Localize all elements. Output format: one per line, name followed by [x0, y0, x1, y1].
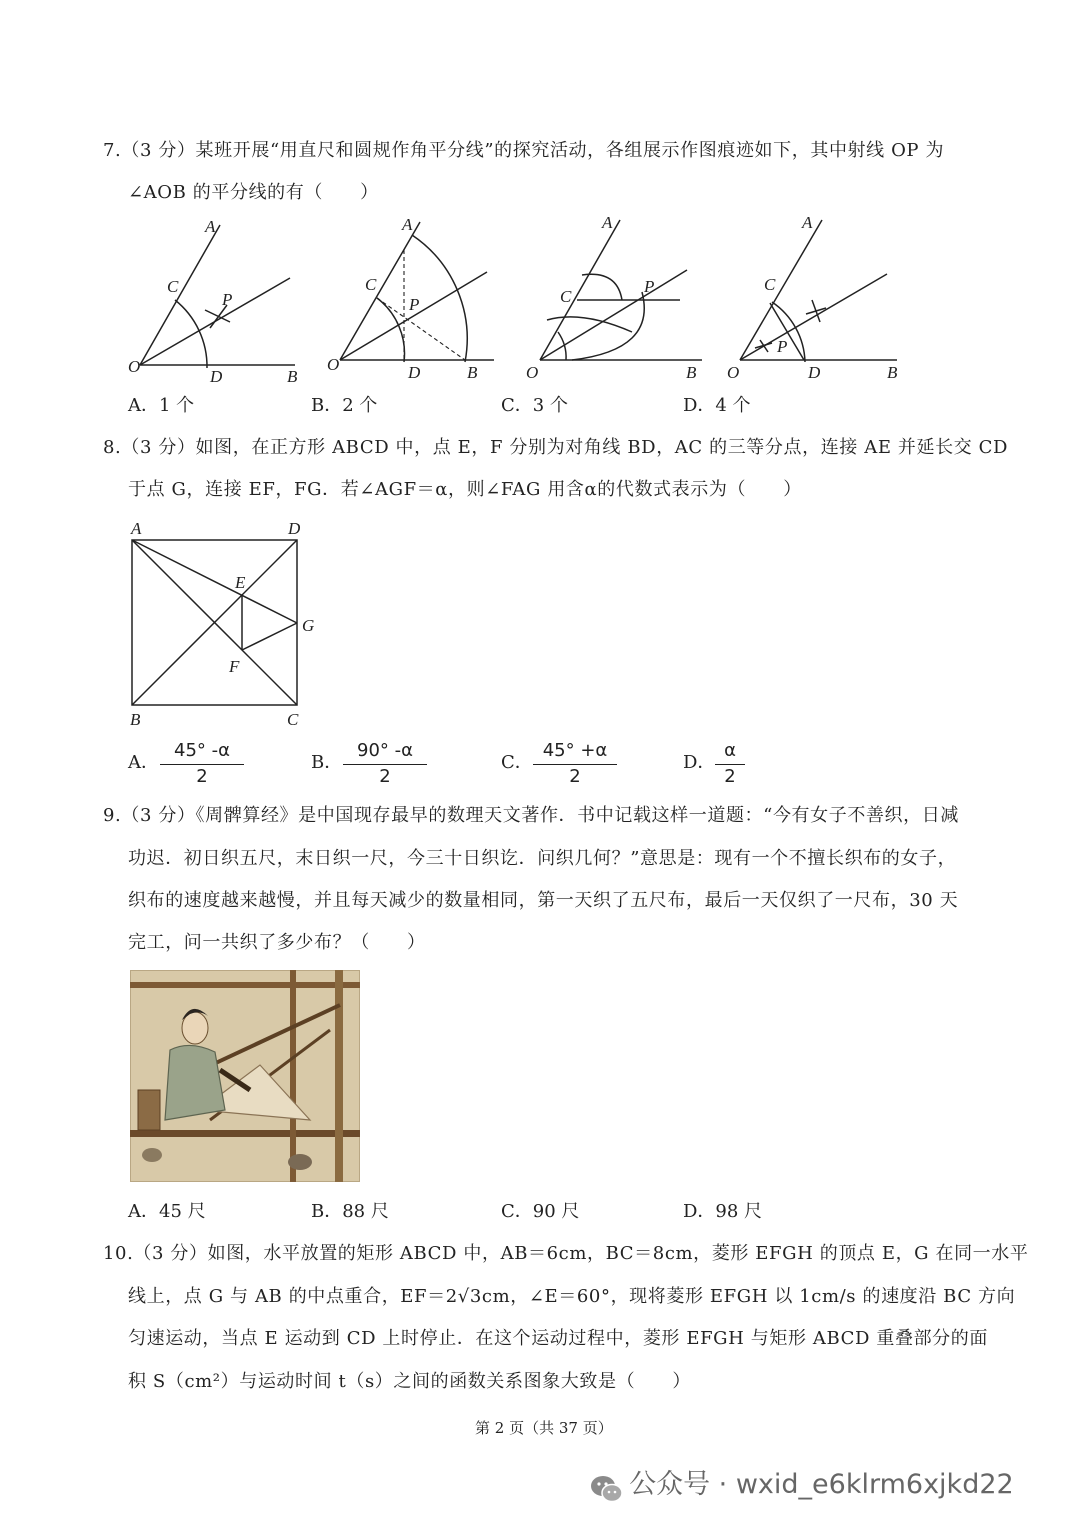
numerator: 90° -α: [343, 738, 427, 765]
numerator: 45° -α: [160, 738, 244, 765]
q9-option-c[interactable]: C．90 尺: [501, 1201, 580, 1222]
q7-option-b[interactable]: B．2 个: [311, 395, 378, 416]
label-A: A: [205, 217, 216, 236]
q9-option-b[interactable]: B．88 尺: [311, 1201, 389, 1222]
label-D: D: [408, 363, 421, 382]
q8-text-line1: 8.（3 分）如图，在正方形 ABCD 中，点 E，F 分别为对角线 BD，AC 的三等分点，连接 AE 并延长交 CD: [103, 437, 1009, 458]
q8-option-b-letter[interactable]: B．: [311, 752, 343, 773]
label-D: D: [210, 367, 223, 386]
denominator: 2: [569, 766, 581, 787]
label-A: A: [602, 213, 613, 232]
label-P: P: [777, 337, 788, 356]
q7-option-d[interactable]: D．4 个: [683, 395, 751, 416]
denominator: 2: [724, 766, 736, 787]
q10-text-line1: 10.（3 分）如图，水平放置的矩形 ABCD 中，AB＝6cm，BC＝8cm，菱形 EFGH 的顶点 E，G 在同一水平: [103, 1243, 1029, 1264]
label-C: C: [764, 275, 776, 294]
q7-text-line2: ∠AOB 的平分线的有（ ）: [128, 182, 379, 203]
wechat-icon: [590, 1474, 624, 1504]
label-C: C: [167, 277, 179, 296]
label-D: D: [808, 363, 821, 382]
q8-option-c-letter[interactable]: C．: [501, 752, 533, 773]
q10-text-line2: 线上，点 G 与 AB 的中点重合，EF＝2√3cm，∠E＝60°，现将菱形 EFGH 以 1cm/s 的速度沿 BC 方向: [128, 1286, 1016, 1307]
q10-text-line4: 积 S（cm²）与运动时间 t（s）之间的函数关系图象大致是（ ）: [128, 1371, 692, 1392]
page-number-footer: 第 2 页（共 37 页）: [475, 1419, 613, 1437]
denominator: 2: [196, 766, 208, 787]
q8-option-c-fraction[interactable]: [533, 738, 617, 789]
numerator: α: [715, 738, 745, 765]
label-F: F: [229, 657, 240, 676]
q8-square-figure: [122, 515, 327, 735]
label-B: B: [686, 363, 697, 382]
label-O: O: [526, 363, 539, 382]
q7-figure-2: [322, 210, 502, 390]
label-C: C: [365, 275, 377, 294]
q8-option-a-letter[interactable]: A．: [128, 752, 159, 773]
label-P: P: [409, 295, 420, 314]
label-B: B: [887, 363, 898, 382]
label-A: A: [802, 213, 813, 232]
q9-text-line3: 织布的速度越来越慢，并且每天减少的数量相同，第一天织了五尺布，最后一天仅织了一尺布，30 天: [128, 890, 959, 911]
q7-figure-1: [125, 210, 315, 390]
label-O: O: [327, 355, 340, 374]
label-O: O: [128, 357, 141, 376]
weaving-woman-illustration: [130, 970, 360, 1182]
label-B: B: [130, 710, 141, 729]
q8-option-d-fraction[interactable]: [715, 738, 745, 789]
label-A: A: [131, 519, 142, 538]
watermark-text: 公众号 · wxid_e6klrm6xjkd22: [629, 1469, 1014, 1500]
label-G: G: [302, 616, 315, 635]
q7-option-a[interactable]: A．1 个: [128, 395, 195, 416]
wechat-watermark: [590, 1462, 1014, 1504]
q8-text-line2: 于点 G，连接 EF，FG．若∠AGF＝α，则∠FAG 用含α的代数式表示为（ ）: [128, 479, 802, 500]
q7-figure-3: [522, 210, 712, 390]
q9-text-line4: 完工，问一共织了多少布？（ ）: [128, 932, 426, 953]
q9-option-d[interactable]: D．98 尺: [683, 1201, 763, 1222]
q7-figure-4: [722, 210, 912, 390]
label-A: A: [402, 215, 413, 234]
q8-option-d-letter[interactable]: D．: [683, 752, 716, 773]
label-P: P: [222, 290, 233, 309]
label-E: E: [235, 573, 246, 592]
q8-option-b-fraction[interactable]: [343, 738, 427, 789]
label-B: B: [467, 363, 478, 382]
label-C: C: [287, 710, 299, 729]
q10-text-line3: 匀速运动，当点 E 运动到 CD 上时停止．在这个运动过程中，菱形 EFGH 与矩形 ABCD 重叠部分的面: [128, 1328, 988, 1349]
denominator: 2: [379, 766, 391, 787]
label-B: B: [287, 367, 298, 386]
label-D: D: [288, 519, 301, 538]
numerator: 45° +α: [533, 738, 617, 765]
q7-text-line1: 7.（3 分）某班开展“用直尺和圆规作角平分线”的探究活动，各组展示作图痕迹如下，其中射线 OP 为: [103, 140, 945, 161]
label-C: C: [560, 287, 572, 306]
q8-option-a-fraction[interactable]: [160, 738, 244, 789]
label-O: O: [727, 363, 740, 382]
label-P: P: [644, 277, 655, 296]
q9-text-line1: 9.（3 分）《周髀算经》是中国现存最早的数理天文著作．书中记载这样一道题：“今有女子不善织，日减: [103, 805, 959, 826]
q9-option-a[interactable]: A．45 尺: [128, 1201, 206, 1222]
q9-text-line2: 功迟．初日织五尺，末日织一尺，今三十日织讫．问织几何？”意思是：现有一个不擅长织布的女子，: [128, 848, 957, 869]
q7-option-c[interactable]: C．3 个: [501, 395, 568, 416]
